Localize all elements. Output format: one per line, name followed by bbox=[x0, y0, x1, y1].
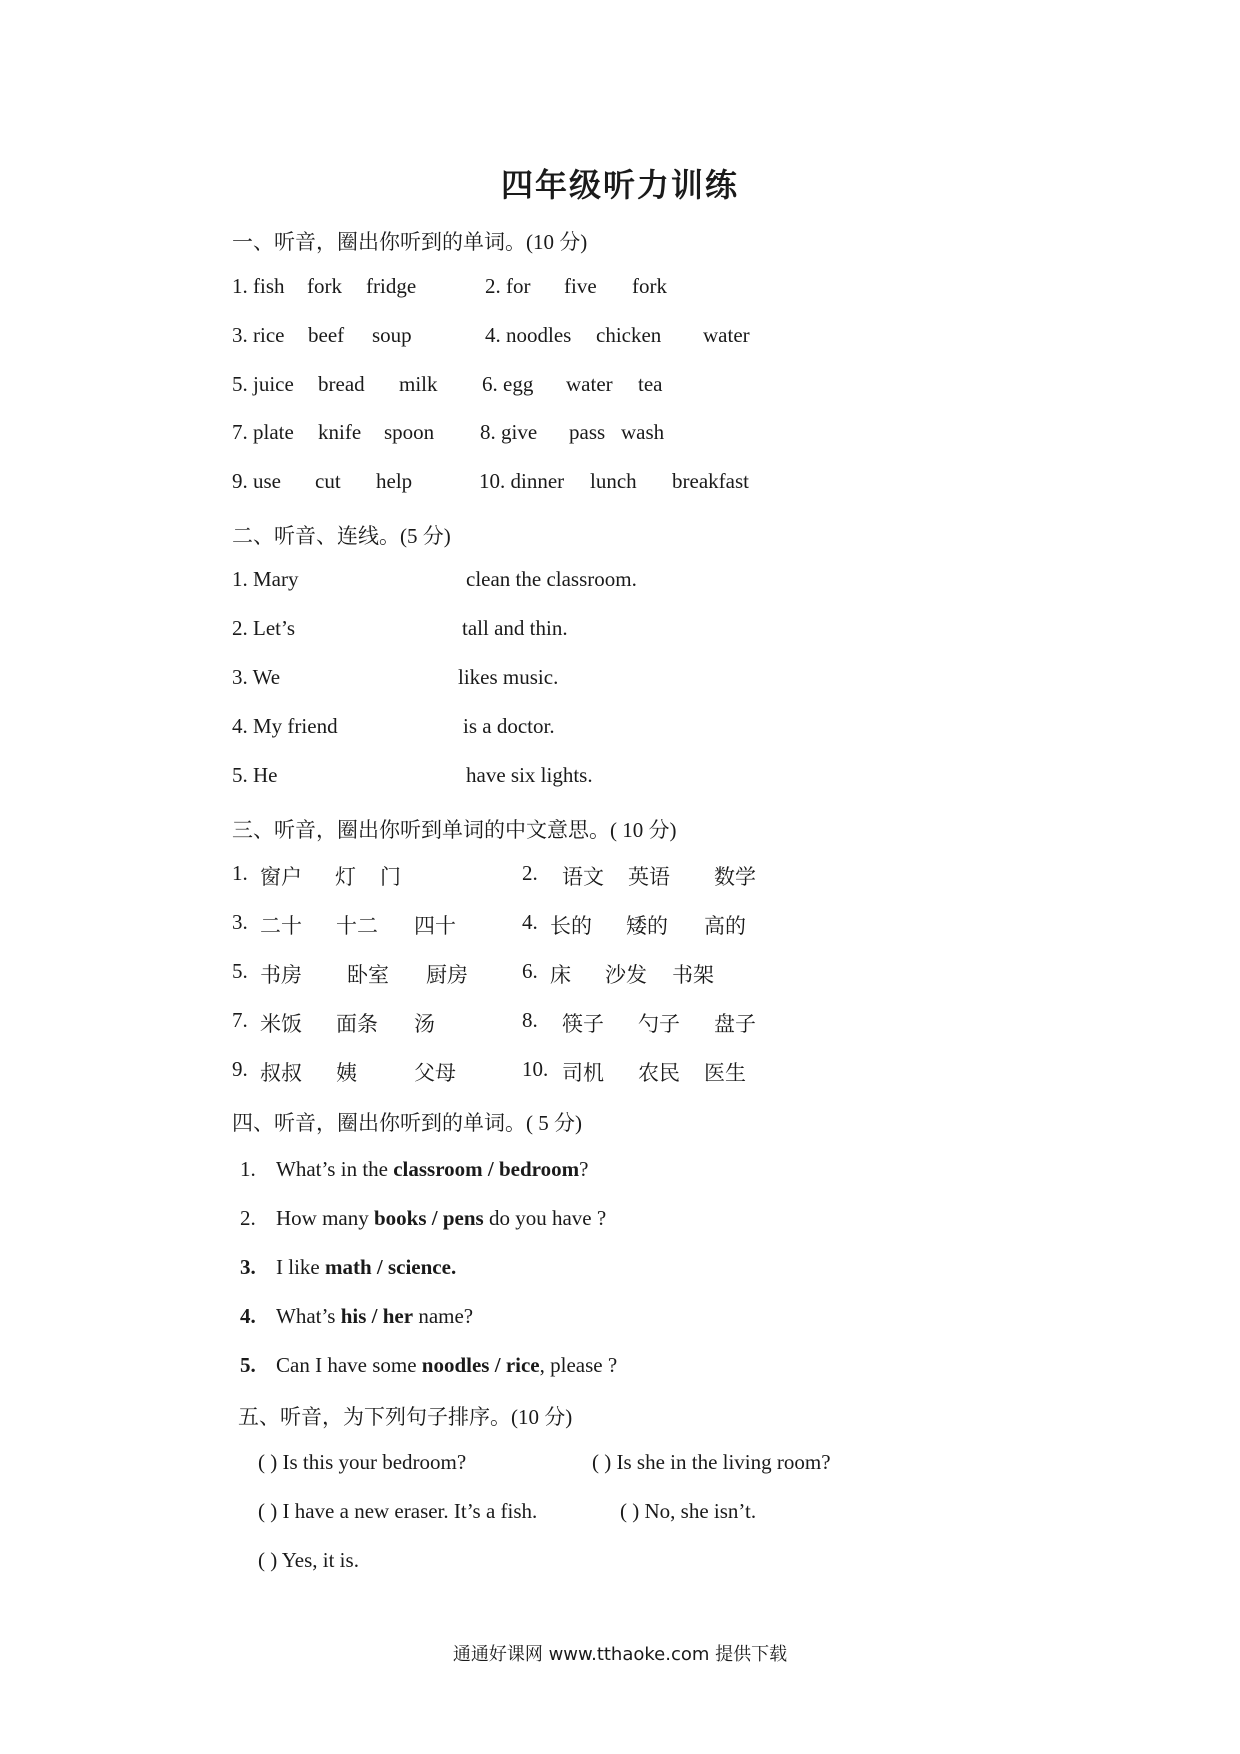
match-right: clean the classroom. bbox=[466, 567, 637, 591]
word-option: help bbox=[376, 469, 413, 493]
section4-heading: 四、听音，圈出你听到的单词。( 5 分) bbox=[232, 1111, 582, 1135]
item-number: 1. bbox=[240, 1157, 256, 1181]
word-option: knife bbox=[318, 420, 362, 444]
meaning-option: 门 bbox=[380, 865, 401, 889]
meaning-option: 灯 bbox=[335, 865, 356, 889]
meaning-row bbox=[0, 1008, 1240, 1038]
item-number: 8. bbox=[522, 1008, 538, 1032]
meaning-row bbox=[0, 910, 1240, 940]
choice-words: noodles / rice bbox=[421, 1353, 540, 1377]
word-option: chicken bbox=[596, 323, 662, 347]
sentence-text bbox=[276, 1157, 588, 1182]
meaning-row bbox=[0, 1057, 1240, 1087]
word-option: beef bbox=[308, 323, 345, 347]
meaning-option: 语文 bbox=[562, 865, 604, 889]
item-number: 10. bbox=[522, 1057, 549, 1081]
word-option: cut bbox=[315, 469, 341, 493]
meaning-option: 医生 bbox=[704, 1061, 746, 1085]
word-option: 9. use bbox=[232, 469, 281, 493]
meaning-option: 书架 bbox=[672, 963, 714, 987]
word-option: breakfast bbox=[672, 469, 749, 493]
word-option: pass bbox=[569, 420, 606, 444]
match-left: 5. He bbox=[232, 763, 278, 787]
item-number: 2. bbox=[522, 861, 538, 885]
word-option: lunch bbox=[590, 469, 637, 493]
meaning-option: 十二 bbox=[336, 914, 378, 938]
item-number: 3. bbox=[240, 1255, 256, 1279]
meaning-option: 窗户 bbox=[260, 865, 302, 889]
item-number: 3. bbox=[232, 910, 248, 934]
word-row bbox=[0, 420, 1240, 450]
meaning-option: 农民 bbox=[638, 1061, 680, 1085]
item-number: 7. bbox=[232, 1008, 248, 1032]
match-right: likes music. bbox=[458, 665, 559, 689]
word-option: 4. noodles bbox=[485, 323, 572, 347]
meaning-row bbox=[0, 959, 1240, 989]
word-option: spoon bbox=[384, 420, 435, 444]
sentence-item bbox=[0, 1353, 1240, 1383]
meaning-option: 叔叔 bbox=[260, 1061, 302, 1085]
sentence-part: How many bbox=[276, 1206, 374, 1230]
item-number: 5. bbox=[232, 959, 248, 983]
section1-heading: 一、听音，圈出你听到的单词。(10 分) bbox=[232, 230, 588, 254]
word-option: soup bbox=[372, 323, 412, 347]
order-item: ( ) Is this your bedroom? bbox=[258, 1450, 467, 1474]
meaning-option: 矮的 bbox=[626, 914, 668, 938]
sentence-item bbox=[0, 1255, 1240, 1285]
word-option: milk bbox=[399, 372, 438, 396]
meaning-row bbox=[0, 861, 1240, 891]
sentence-text bbox=[276, 1255, 456, 1280]
word-row bbox=[0, 274, 1240, 304]
order-item: ( ) No, she isn’t. bbox=[620, 1499, 757, 1523]
section2-heading: 二、听音、连线。(5 分) bbox=[232, 524, 451, 548]
meaning-option: 勺子 bbox=[638, 1012, 680, 1036]
sentence-text bbox=[276, 1304, 473, 1329]
choice-words: classroom / bedroom bbox=[393, 1157, 580, 1181]
meaning-option: 司机 bbox=[562, 1061, 604, 1085]
sentence-part: name? bbox=[413, 1304, 474, 1328]
page-title: 四年级听力训练 bbox=[500, 167, 739, 203]
section3-heading: 三、听音，圈出你听到单词的中文意思。( 10 分) bbox=[232, 818, 677, 842]
match-right: have six lights. bbox=[466, 763, 593, 787]
footer-credit: 通通好课网 www.tthaoke.com 提供下载 bbox=[452, 1644, 788, 1665]
sentence-part: Can I have some bbox=[276, 1353, 422, 1377]
sentence-item bbox=[0, 1206, 1240, 1236]
word-option: water bbox=[703, 323, 750, 347]
word-option: 8. give bbox=[480, 420, 538, 444]
meaning-option: 盘子 bbox=[714, 1012, 756, 1036]
meaning-option: 汤 bbox=[414, 1012, 435, 1036]
sentence-part: I like bbox=[276, 1255, 325, 1279]
match-left: 1. Mary bbox=[232, 567, 299, 591]
meaning-option: 数学 bbox=[714, 865, 756, 889]
sentence-item bbox=[0, 1304, 1240, 1334]
item-number: 1. bbox=[232, 861, 248, 885]
word-row bbox=[0, 372, 1240, 402]
meaning-option: 二十 bbox=[260, 914, 302, 938]
choice-words: books / pens bbox=[374, 1206, 484, 1230]
match-left: 4. My friend bbox=[232, 714, 338, 738]
word-option: 10. dinner bbox=[479, 469, 565, 493]
item-number: 4. bbox=[240, 1304, 256, 1328]
word-row bbox=[0, 323, 1240, 353]
meaning-option: 高的 bbox=[704, 914, 746, 938]
word-option: fork bbox=[307, 274, 342, 298]
meaning-option: 书房 bbox=[260, 963, 302, 987]
meaning-option: 四十 bbox=[414, 914, 456, 938]
meaning-option: 床 bbox=[550, 963, 571, 987]
meaning-option: 卧室 bbox=[347, 963, 389, 987]
word-option: 7. plate bbox=[232, 420, 294, 444]
word-option: water bbox=[566, 372, 613, 396]
word-option: 1. fish bbox=[232, 274, 285, 298]
word-option: wash bbox=[621, 420, 665, 444]
meaning-option: 沙发 bbox=[605, 963, 647, 987]
item-number: 9. bbox=[232, 1057, 248, 1081]
sentence-text bbox=[276, 1353, 617, 1378]
meaning-option: 米饭 bbox=[260, 1012, 302, 1036]
meaning-option: 长的 bbox=[550, 914, 592, 938]
word-row bbox=[0, 469, 1240, 499]
word-option: tea bbox=[638, 372, 663, 396]
order-item: ( ) I have a new eraser. It’s a fish. bbox=[258, 1499, 538, 1523]
sentence-part: What’s bbox=[276, 1304, 341, 1328]
match-right: is a doctor. bbox=[463, 714, 555, 738]
item-number: 2. bbox=[240, 1206, 256, 1230]
meaning-option: 父母 bbox=[414, 1061, 456, 1085]
sentence-part: ? bbox=[579, 1157, 589, 1181]
word-option: 5. juice bbox=[232, 372, 294, 396]
word-option: fork bbox=[632, 274, 667, 298]
word-option: five bbox=[564, 274, 597, 298]
section5-heading: 五、听音，为下列句子排序。(10 分) bbox=[238, 1405, 573, 1429]
meaning-option: 姨 bbox=[336, 1061, 357, 1085]
meaning-option: 筷子 bbox=[562, 1012, 604, 1036]
word-option: fridge bbox=[366, 274, 417, 298]
match-left: 3. We bbox=[232, 665, 281, 689]
item-number: 6. bbox=[522, 959, 538, 983]
order-item: ( ) Is she in the living room? bbox=[592, 1450, 831, 1474]
word-option: 2. for bbox=[485, 274, 531, 298]
choice-words: math / science. bbox=[324, 1255, 457, 1279]
match-right: tall and thin. bbox=[462, 616, 568, 640]
item-number: 4. bbox=[522, 910, 538, 934]
meaning-option: 面条 bbox=[336, 1012, 378, 1036]
word-option: 6. egg bbox=[482, 372, 534, 396]
sentence-part: What’s in the bbox=[276, 1157, 394, 1181]
item-number: 5. bbox=[240, 1353, 256, 1377]
order-item: ( ) Yes, it is. bbox=[258, 1548, 359, 1572]
sentence-text bbox=[276, 1206, 606, 1231]
sentence-part: , please ? bbox=[539, 1353, 618, 1377]
word-option: 3. rice bbox=[232, 323, 285, 347]
word-option: bread bbox=[318, 372, 365, 396]
meaning-option: 厨房 bbox=[426, 963, 468, 987]
match-left: 2. Let’s bbox=[232, 616, 295, 640]
sentence-part: do you have ? bbox=[483, 1206, 607, 1230]
meaning-option: 英语 bbox=[628, 865, 670, 889]
sentence-item bbox=[0, 1157, 1240, 1187]
choice-words: his / her bbox=[340, 1304, 414, 1328]
